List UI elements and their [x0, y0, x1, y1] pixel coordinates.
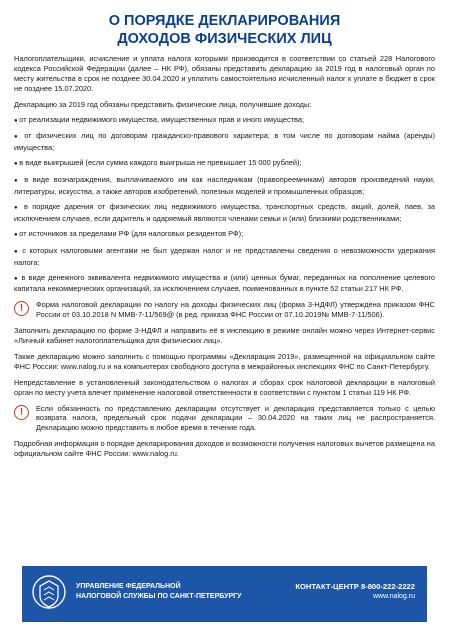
- title-line-2: ДОХОДОВ ФИЗИЧЕСКИХ ЛИЦ: [117, 31, 332, 47]
- form-note-text: Форма налоговой декларации по налогу на доходы физических лиц (форма 3-НДФЛ) утверждена приказом ФНС России от 03.10.2018 N ММВ-7-11/569@ (в ред. приказа ФНС России от 07.10.2019№ ММВ-7-11/506).: [36, 300, 435, 320]
- program-paragraph: Также декларацию можно заполнить с помощью программы «Декларация 2019», размещенной на официальном сайте ФНС России: www.nalog.ru и на компьютерах свободного доступа в межрайонных инспекциях ФНС по Санкт-Петербургу.: [14, 351, 435, 371]
- footer-org-line-1: УПРАВЛЕНИЕ ФЕДЕРАЛЬНОЙ: [76, 583, 181, 590]
- liability-paragraph: Непредставление в установленный законодательством о налогах и сборах срок налоговой декларации в налоговый орган по месту учета влечет применение налоговой ответственности в соответствии с пунктом 1 статьи 119 НК РФ.: [14, 377, 435, 397]
- refund-note-text: Если обязанность по представлению декларации отсутствует и декларация представляется только с целью возврата налога, предельный срок подачи декларации – 30.04.2020 на таких лиц не распространяется. Декларацию можно представить в любое время в течение года.: [36, 403, 435, 433]
- footer-contact: [295, 582, 415, 602]
- lead-paragraph: Декларацию за 2019 год обязаны представить физические лица, получившие доходы:: [14, 99, 312, 109]
- income-bullet: ● от источников за пределами РФ (для налоговых резидентов РФ);: [14, 229, 435, 241]
- refund-note: [14, 404, 435, 434]
- document-body: [14, 54, 435, 465]
- intro-paragraph: Налогоплательщики, исчисление и уплата налога которыми производится в соответствии со статьей 228 Налогового кодекса Российской Федерации (далее – НК РФ), обязаны представить декларацию за 2019 год в налоговый орган по месту жительства в срок не позднее 30.04.2020 и уплатить самостоятельно исчисленный налог к уплате в бюджет в срок не позднее 15.07.2020.: [14, 54, 435, 93]
- footer-site-link[interactable]: www.nalog.ru: [372, 593, 415, 600]
- income-bullet: ● от реализации недвижимого имущества, имущественных прав и иного имущества;: [14, 115, 435, 127]
- income-bullet: ● с которых налоговыми агентами не был удержан налог и не представлены сведения о невозможности удержания налога;: [14, 246, 435, 268]
- form-note: [14, 300, 435, 320]
- online-paragraph: Заполнить декларацию по форме 3-НДФЛ и направить её в инспекцию в режиме онлайн можно через Интернет-сервис «Личный кабинет налогоплательщика для физических лиц».: [14, 326, 435, 346]
- info-paragraph: Подробная информация о порядке декларирования доходов и возможности получения налоговых вычетов размещена на официальном сайте ФНС России: www.nalog.ru.: [14, 439, 435, 459]
- income-bullet: ● от физических лиц по договорам гражданско-правового характера; в том числе по договорам найма (аренды) имущества;: [14, 131, 435, 153]
- alert-circle-icon: !: [14, 405, 29, 420]
- income-bullet: ● в виде денежного эквивалента недвижимого имущества и (или) ценных бумаг, переданных на пополнение целевого капитала некоммерческих организаций, за исключением случаев, поименованных в пункте 52 статьи 217 НК РФ.: [14, 273, 435, 295]
- contact-center-phone: КОНТАКТ-ЦЕНТР 8-800-222-2222: [295, 582, 415, 591]
- footer-org-line-2: НАЛОГОВОЙ СЛУЖБЫ ПО САНКТ-ПЕТЕРБУРГУ: [76, 593, 242, 600]
- fns-emblem-icon: [30, 572, 68, 616]
- footer-banner: [22, 566, 427, 622]
- alert-circle-icon: !: [14, 301, 29, 316]
- income-bullet: ● в порядке дарения от физических лиц недвижимого имущества, транспортных средств, акций, долей, паев, за исключением случаев, если даритель и одаряемый являются членами семьи и (или) близкими родственниками;: [14, 202, 435, 224]
- income-bullet: ● в виде выигрышей (если сумма каждого выигрыша не превышает 15 000 рублей);: [14, 158, 435, 170]
- footer-org: [76, 582, 241, 602]
- title-line-1: О ПОРЯДКЕ ДЕКЛАРИРОВАНИЯ: [108, 13, 341, 29]
- page-title: [0, 12, 449, 48]
- income-bullet: ● в виде вознаграждения, выплачиваемого им как наследникам (правопреемникам) авторов произведений науки, литературы, искусства, а также авторов изобретений, полезных моделей и промышленных образцов;: [14, 175, 435, 197]
